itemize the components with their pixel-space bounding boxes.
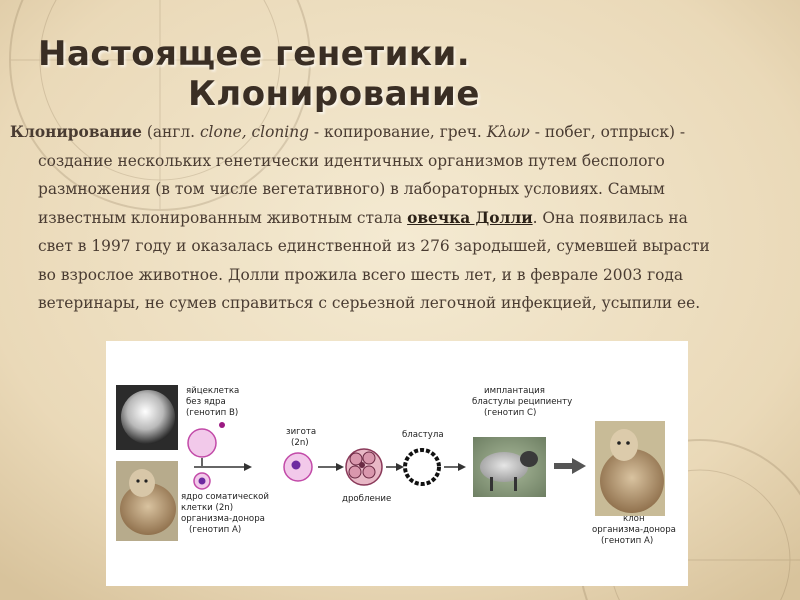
- page-title-line-1: Настоящее генетики.: [38, 34, 471, 74]
- blastula-label: бластула: [402, 430, 444, 440]
- definition-text-1: (англ.: [141, 123, 200, 141]
- cloning-diagram: [106, 341, 688, 586]
- cleavage-label: дробление: [342, 494, 392, 504]
- enucleated-egg-icon: [188, 429, 216, 457]
- surrogate-sheep-photo: [473, 437, 546, 497]
- definition-line-2: создание нескольких генетически идентичных организмов путем бесполого: [38, 151, 665, 170]
- egg-micrograph: [116, 385, 178, 450]
- dolly-link[interactable]: овечка Долли: [407, 208, 533, 227]
- definition-text-3: - побег, отпрыск) -: [529, 123, 686, 141]
- page-title-line-2: Клонирование: [188, 74, 480, 114]
- morula-icon: [346, 449, 382, 485]
- nucleus-label: ядро соматической клетки (2n) организма-донора (генотип А): [181, 492, 270, 535]
- merge-connector: [194, 458, 246, 467]
- definition-line-4a: известным клонированным животным стала: [38, 208, 408, 227]
- definition-line-4b: . Она появилась на: [532, 208, 688, 227]
- definition-line-6: во взрослое животное. Долли прожила всего шесть лет, и в феврале 2003 года: [38, 265, 684, 284]
- definition-english: clone, cloning: [199, 123, 309, 141]
- definition-greek: Κλων: [486, 123, 530, 141]
- extracted-nucleus-icon: [219, 422, 225, 428]
- clone-label: клон организма-донора (генотип А): [592, 514, 676, 546]
- zygote-label: зигота (2n): [286, 427, 317, 448]
- definition-line-5: свет в 1997 году и оказалась единственной из 276 зародышей, сумевшей вырасти: [38, 237, 710, 255]
- clone-sheep-photo: [595, 421, 665, 516]
- egg-label: яйцеклетка без ядра (генотип В): [186, 386, 240, 418]
- definition-line-7: ветеринары, не сумев справиться с серьезной легочной инфекцией, усыпили ее.: [38, 294, 701, 312]
- definition-text-2: - копирование, греч.: [308, 123, 487, 141]
- implant-label: имплантация бластулы реципиенту (генотип С): [472, 386, 573, 418]
- blastula-icon: [405, 450, 439, 484]
- definition-term: Клонирование: [10, 123, 142, 141]
- definition-paragraph: [10, 118, 780, 318]
- arrow-to-clone: [554, 458, 586, 474]
- definition-line-3: размножения (в том числе вегетативного) в лабораторных условиях. Самым: [38, 180, 665, 198]
- donor-sheep-photo: [116, 461, 178, 541]
